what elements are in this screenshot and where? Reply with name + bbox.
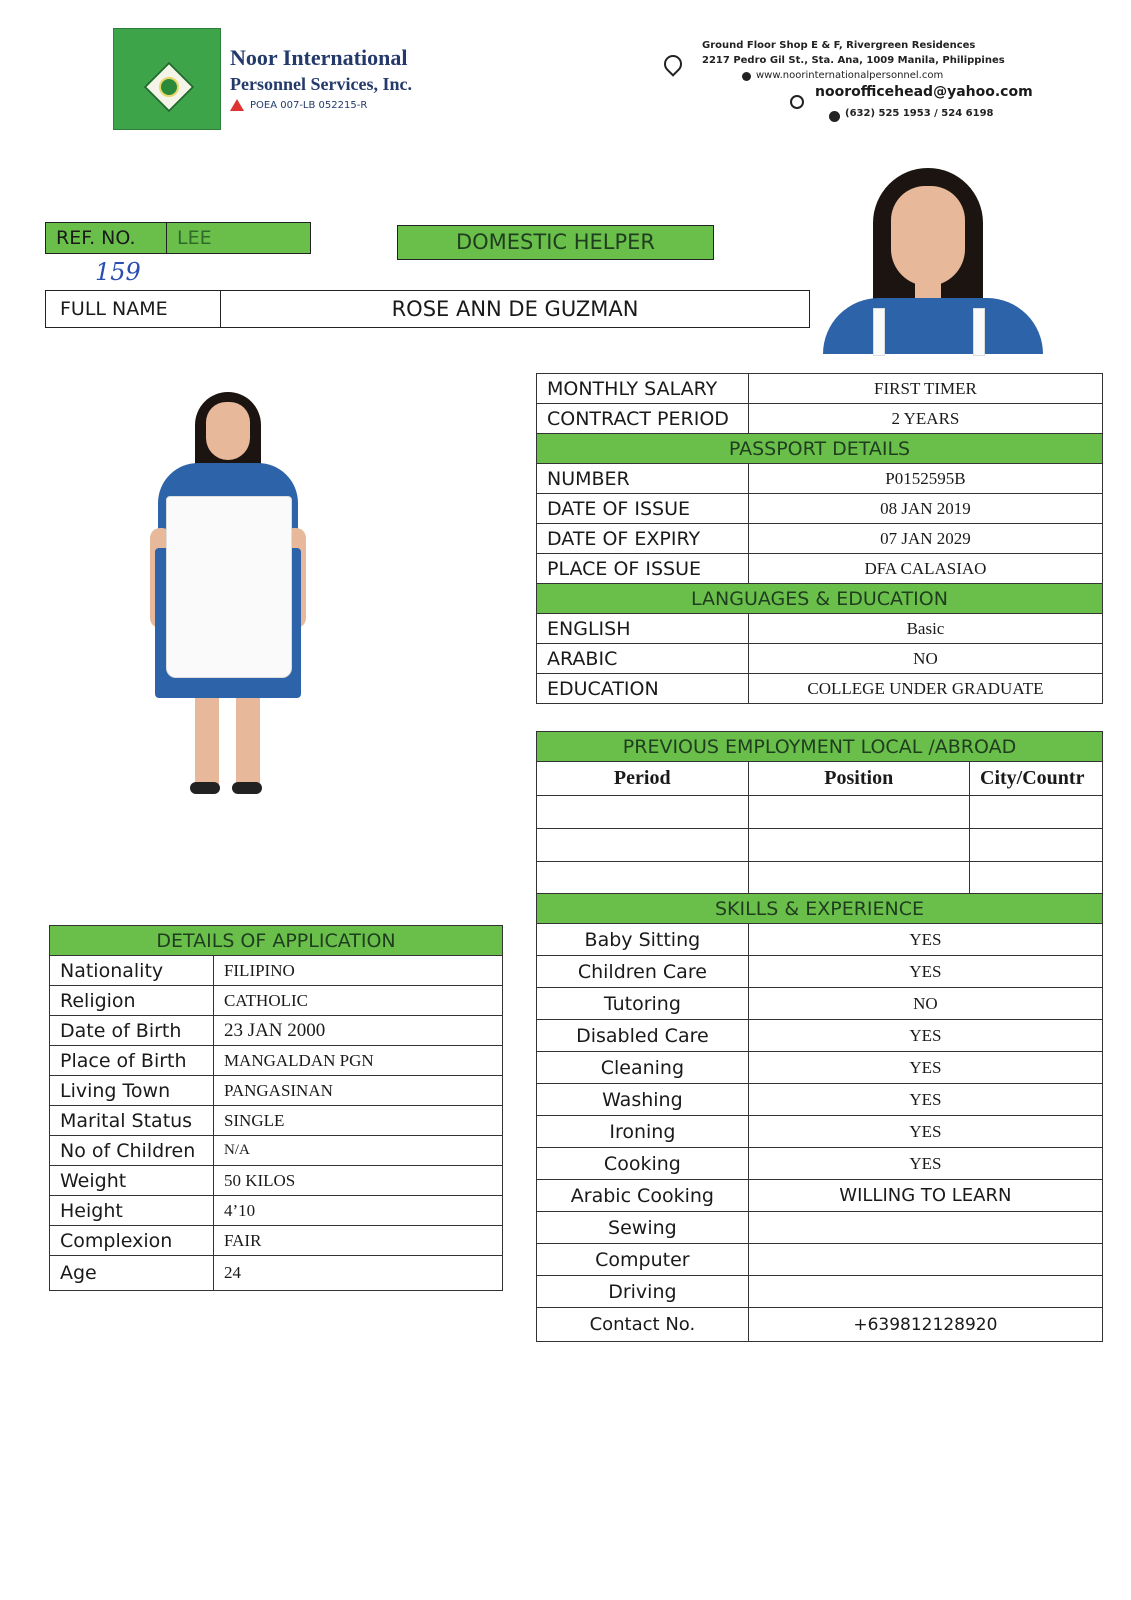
application-label: Nationality [50, 956, 214, 986]
license-icon [230, 99, 244, 111]
skill-label: Tutoring [537, 988, 749, 1020]
contract-period-value: 2 YEARS [748, 404, 1102, 434]
application-label: Complexion [50, 1226, 214, 1256]
table-row [537, 1180, 1103, 1212]
table-row [50, 1016, 503, 1046]
table-row [537, 1084, 1103, 1116]
table-row [537, 1276, 1103, 1308]
table-row [537, 829, 1103, 862]
education-value: COLLEGE UNDER GRADUATE [748, 674, 1102, 704]
skill-value: NO [748, 988, 1102, 1020]
contact-value: +639812128920 [748, 1308, 1102, 1342]
table-row [50, 1256, 503, 1291]
full-name-value-box [220, 290, 810, 328]
table-row [50, 956, 503, 986]
ref-label: REF. NO. [56, 227, 136, 249]
skill-value [748, 1244, 1102, 1276]
salary-label: MONTHLY SALARY [537, 374, 749, 404]
table-row [537, 644, 1103, 674]
full-name-value: ROSE ANN DE GUZMAN [391, 297, 639, 321]
salary-value: FIRST TIMER [748, 374, 1102, 404]
table-row [537, 1308, 1103, 1342]
table-row [537, 404, 1103, 434]
employment-col-position: Position [748, 762, 970, 796]
email-text: noorofficehead@yahoo.com [815, 84, 1033, 100]
skill-value: YES [748, 1020, 1102, 1052]
full-name-label-box [45, 290, 221, 328]
phone-icon [829, 111, 840, 122]
english-value: Basic [748, 614, 1102, 644]
table-row [537, 956, 1103, 988]
application-value: CATHOLIC [213, 986, 502, 1016]
application-section-title: DETAILS OF APPLICATION [50, 926, 503, 956]
contract-period-label: CONTRACT PERIOD [537, 404, 749, 434]
apron-strap-right [973, 308, 985, 356]
table-row [50, 1106, 503, 1136]
table-row [537, 494, 1103, 524]
location-pin-icon [660, 51, 685, 76]
passport-number-label: NUMBER [537, 464, 749, 494]
address-line-2: 2217 Pedro Gil St., Sta. Ana, 1009 Manila, Philippines [702, 55, 1005, 66]
application-value: N/A [213, 1136, 502, 1166]
table-row [50, 1136, 503, 1166]
headshot-face [891, 186, 965, 286]
ref-value: LEE [177, 227, 212, 249]
expiry-date-value: 07 JAN 2029 [748, 524, 1102, 554]
skill-label: Driving [537, 1276, 749, 1308]
company-logo [113, 28, 221, 130]
email-icon [790, 95, 804, 109]
expiry-date-label: DATE OF EXPIRY [537, 524, 749, 554]
headshot-uniform [823, 298, 1043, 354]
logo-center [159, 77, 179, 97]
section-header [537, 434, 1103, 464]
body-shoe-left [190, 782, 220, 794]
position-title-box [397, 225, 714, 260]
address-line-1: Ground Floor Shop E & F, Rivergreen Residences [702, 40, 976, 51]
license-number: POEA 007-LB 052215-R [250, 100, 368, 111]
company-subtitle: Personnel Services, Inc. [230, 74, 412, 94]
body-shoe-right [232, 782, 262, 794]
application-label: Religion [50, 986, 214, 1016]
application-label: Date of Birth [50, 1016, 214, 1046]
arabic-label: ARABIC [537, 644, 749, 674]
arabic-value: NO [748, 644, 1102, 674]
body-apron [166, 496, 292, 678]
body-face [206, 402, 250, 460]
application-label: No of Children [50, 1136, 214, 1166]
web-icon [742, 72, 751, 81]
skills-table [536, 893, 1103, 1342]
skill-value: YES [748, 1116, 1102, 1148]
issue-date-label: DATE OF ISSUE [537, 494, 749, 524]
section-header [537, 894, 1103, 924]
section-header [50, 926, 503, 956]
skill-label: Washing [537, 1084, 749, 1116]
company-name: Noor International [230, 45, 408, 70]
table-row [537, 554, 1103, 584]
employment-col-period: Period [537, 762, 749, 796]
table-row [537, 796, 1103, 829]
employment-table [536, 731, 1103, 895]
table-row [537, 1116, 1103, 1148]
issue-date-value: 08 JAN 2019 [748, 494, 1102, 524]
passport-number-value: P0152595B [748, 464, 1102, 494]
table-row [537, 988, 1103, 1020]
application-value: FILIPINO [213, 956, 502, 986]
application-value: PANGASINAN [213, 1076, 502, 1106]
table-row [537, 1244, 1103, 1276]
application-value: MANGALDAN PGN [213, 1046, 502, 1076]
full-body-photo [140, 388, 315, 808]
application-table [49, 925, 503, 1291]
ref-value-box [166, 222, 311, 254]
table-row [537, 614, 1103, 644]
headshot-photo [823, 158, 1043, 354]
application-label: Living Town [50, 1076, 214, 1106]
place-of-issue-label: PLACE OF ISSUE [537, 554, 749, 584]
application-value: SINGLE [213, 1106, 502, 1136]
section-header [537, 732, 1103, 762]
skill-value: YES [748, 924, 1102, 956]
body-leg-right [236, 698, 260, 784]
skill-value [748, 1212, 1102, 1244]
skill-value: YES [748, 1052, 1102, 1084]
table-row [537, 924, 1103, 956]
passport-section-title: PASSPORT DETAILS [537, 434, 1103, 464]
table-row [50, 1166, 503, 1196]
skill-label: Ironing [537, 1116, 749, 1148]
skill-label: Cooking [537, 1148, 749, 1180]
skill-value: WILLING TO LEARN [748, 1180, 1102, 1212]
table-row [537, 1148, 1103, 1180]
application-label: Weight [50, 1166, 214, 1196]
application-label: Marital Status [50, 1106, 214, 1136]
skills-section-title: SKILLS & EXPERIENCE [537, 894, 1103, 924]
body-leg-left [195, 698, 219, 784]
table-row [537, 1052, 1103, 1084]
skill-label: Cleaning [537, 1052, 749, 1084]
table-row [537, 862, 1103, 895]
table-row [537, 1020, 1103, 1052]
table-row [50, 1046, 503, 1076]
skill-value: YES [748, 956, 1102, 988]
skill-value: YES [748, 1148, 1102, 1180]
apron-strap-left [873, 308, 885, 356]
website-text: www.noorinternationalpersonnel.com [756, 70, 944, 81]
table-row [50, 1076, 503, 1106]
ref-handwritten-number: 159 [95, 258, 141, 286]
place-of-issue-value: DFA CALASIAO [748, 554, 1102, 584]
education-label: EDUCATION [537, 674, 749, 704]
application-value: 23 JAN 2000 [213, 1016, 502, 1046]
table-row [50, 1226, 503, 1256]
full-name-label: FULL NAME [60, 298, 168, 320]
skill-label: Baby Sitting [537, 924, 749, 956]
position-title: DOMESTIC HELPER [455, 230, 656, 254]
skill-label: Computer [537, 1244, 749, 1276]
application-label: Age [50, 1256, 214, 1291]
table-row [50, 986, 503, 1016]
ref-label-box [45, 222, 167, 254]
contact-label: Contact No. [537, 1308, 749, 1342]
table-row [50, 1196, 503, 1226]
table-row [537, 374, 1103, 404]
section-header [537, 584, 1103, 614]
skill-label: Sewing [537, 1212, 749, 1244]
skill-label: Disabled Care [537, 1020, 749, 1052]
table-row [537, 1212, 1103, 1244]
languages-section-title: LANGUAGES & EDUCATION [537, 584, 1103, 614]
employment-col-city: City/Countr [970, 762, 1103, 796]
skill-label: Children Care [537, 956, 749, 988]
application-value: 24 [213, 1256, 502, 1291]
table-row [537, 674, 1103, 704]
application-label: Place of Birth [50, 1046, 214, 1076]
application-value: 4’10 [213, 1196, 502, 1226]
phone-text: (632) 525 1953 / 524 6198 [845, 108, 994, 119]
table-row [537, 524, 1103, 554]
application-value: FAIR [213, 1226, 502, 1256]
application-label: Height [50, 1196, 214, 1226]
main-details-table [536, 373, 1103, 704]
skill-value [748, 1276, 1102, 1308]
skill-value: YES [748, 1084, 1102, 1116]
application-value: 50 KILOS [213, 1166, 502, 1196]
skill-label: Arabic Cooking [537, 1180, 749, 1212]
table-row [537, 762, 1103, 796]
table-row [537, 464, 1103, 494]
english-label: ENGLISH [537, 614, 749, 644]
employment-section-title: PREVIOUS EMPLOYMENT LOCAL /ABROAD [537, 732, 1103, 762]
